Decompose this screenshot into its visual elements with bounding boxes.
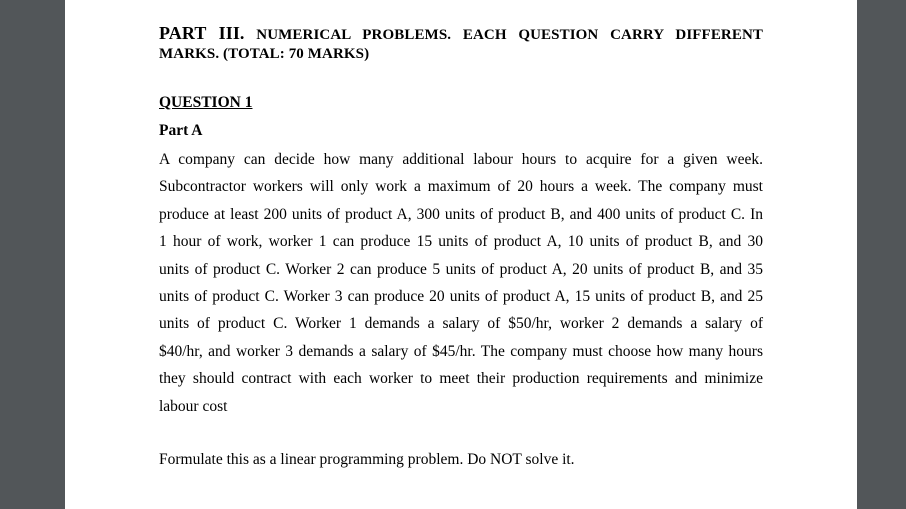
part-label: Part A (159, 122, 203, 139)
problem-paragraph (159, 146, 763, 420)
section-heading-text: NUMERICAL PROBLEMS. EACH QUESTION CARRY DIFFERENT MARKS. (TOTAL: 70 MARKS) (159, 27, 764, 62)
paragraph-line: units of product C. Worker 1 demands a salary of $50/hr, worker 2 demands a salary of (159, 315, 763, 333)
instruction-text: Formulate this as a linear programming problem. Do NOT solve it. (159, 451, 575, 468)
section-heading (159, 24, 763, 64)
page-content (159, 23, 764, 468)
paragraph-line: $40/hr, and worker 3 demands a salary of $45/hr. The company must choose how many hours (159, 342, 763, 360)
paragraph-line: labour cost (159, 397, 228, 415)
paragraph-line: 1 hour of work, worker 1 can produce 15 units of product A, 10 units of product B, and 30 (159, 233, 763, 251)
question-title: QUESTION 1 (159, 94, 253, 111)
paragraph-line: A company can decide how many additional labour hours to acquire for a given week. (159, 151, 763, 168)
paragraph-line: they should contract with each worker to meet their production requirements and minimize (159, 370, 763, 388)
paragraph-line: produce at least 200 units of product A, 300 units of product B, and 400 units of product C. In (159, 205, 763, 223)
paragraph-line: units of product C. Worker 3 can produce 20 units of product A, 15 units of product B, and 25 (159, 288, 763, 306)
document-page (65, 0, 857, 509)
paragraph-line: Subcontractor workers will only work a maximum of 20 hours a week. The company must (159, 178, 763, 196)
paragraph-line: units of product C. Worker 2 can produce 5 units of product A, 20 units of product B, and 35 (159, 260, 763, 278)
section-heading-part: PART III. (159, 23, 245, 43)
